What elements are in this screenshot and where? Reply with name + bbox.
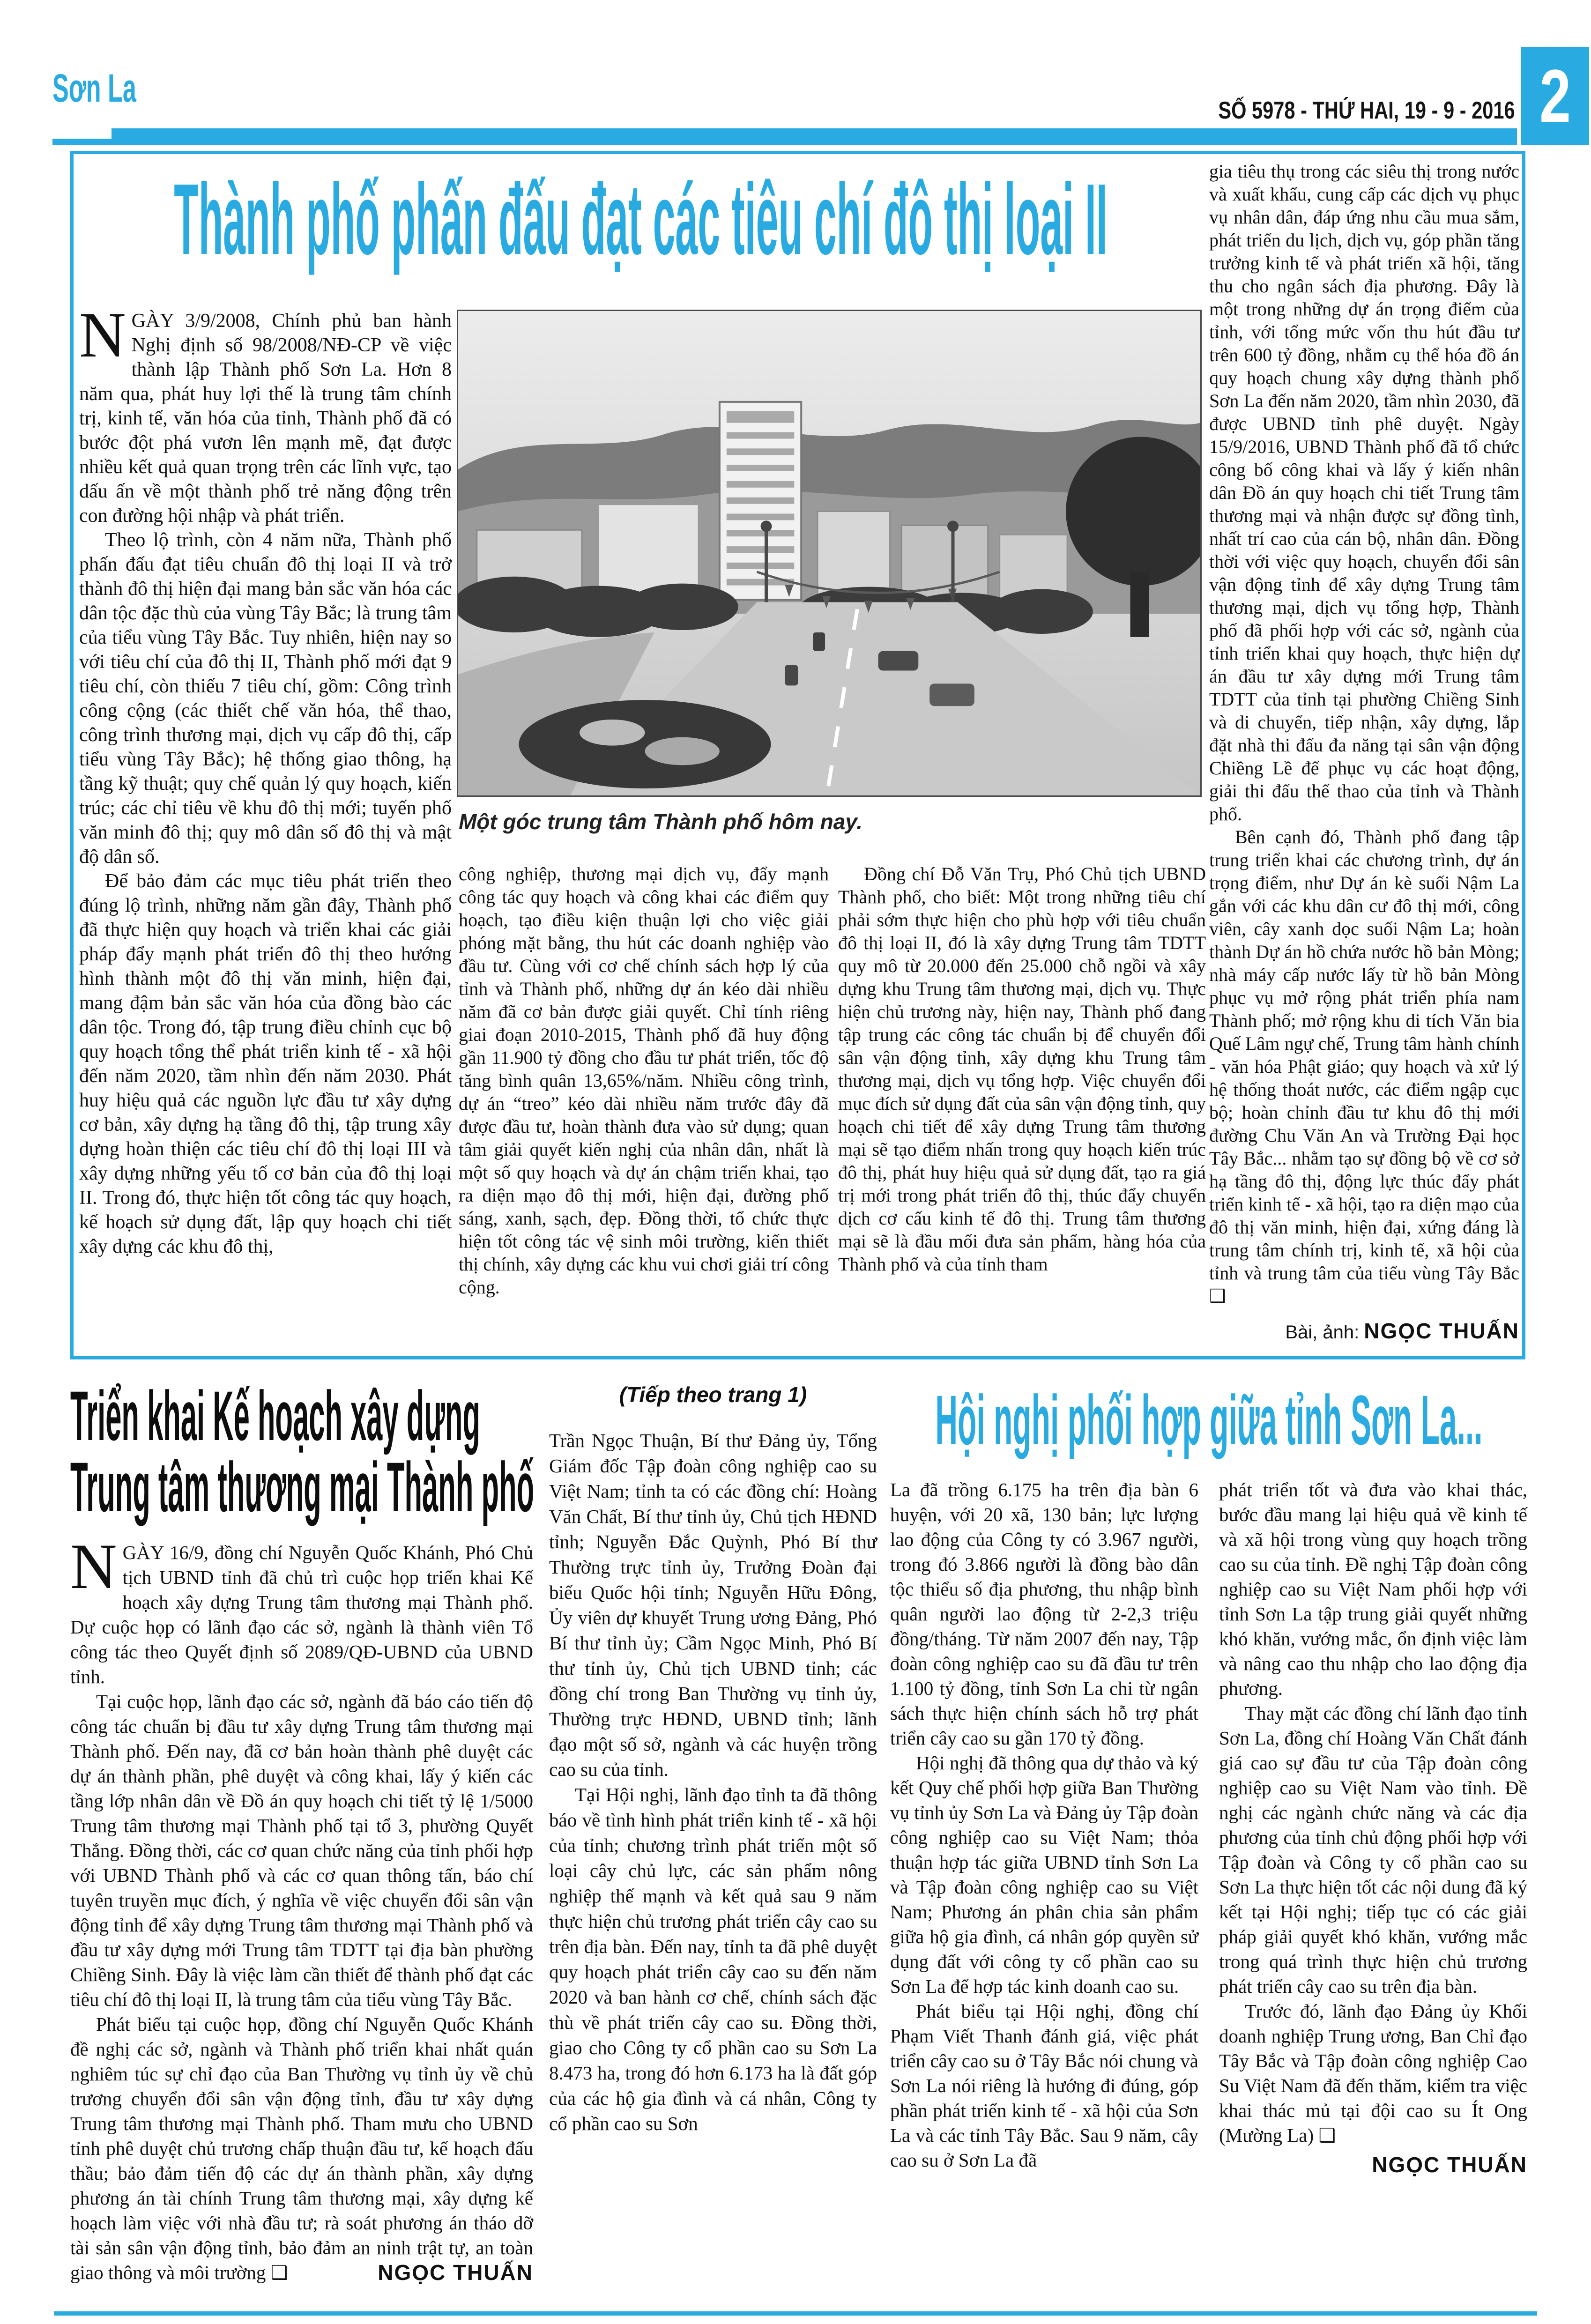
paragraph: phát triển tốt và đưa vào khai thác, bước đầu mang lại hiệu quả về kinh tế và xã hội trong vùng quy hoạch trồng cao su của tỉnh. Đề nghị Tập đoàn công nghiệp cao su Việt Nam phối hợp với tỉnh Sơn La tập trung giải quyết những khó khăn, vướng mắc, ổn định việc làm và nâng cao thu nhập cho lao động địa phương.	[1219, 1479, 1527, 1699]
right-article	[890, 1380, 1527, 2178]
main-column-1	[79, 299, 452, 1259]
paragraph: Theo lộ trình, còn 4 năm nữa, Thành phố phấn đấu đạt tiêu chuẩn đô thị loại II và trở thành đô thị hiện đại mang bản sắc văn hóa các dân tộc đặc thù của vùng Tây Bắc; là trung tâm của tiểu vùng Tây Bắc. Tuy nhiên, hiện nay so với tiêu chí của đô thị II, Thành phố mới đạt 9 tiêu chí, còn thiếu 7 tiêu chí, gồm: Công trình công cộng (các thiết chế văn hóa, thể thao, công trình thương mại, dịch vụ cấp đô thị, cấp tiểu vùng Tây Bắc); hệ thống giao thông, hạ tầng kỹ thuật; quy chế quản lý quy hoạch, kiến trúc; các chỉ tiêu về khu đô thị mới; tuyến phố văn minh đô thị; quy mô dân số đô thị và mật độ dân số.	[79, 529, 452, 868]
left-article-body	[70, 1530, 533, 2286]
paragraph: Tại cuộc họp, lãnh đạo các sở, ngành đã báo cáo tiến độ công tác chuẩn bị đầu tư xây dựng Trung tâm thương mại Thành phố. Đến nay, đã cơ bản hoàn thành phê duyệt các dự án thành phần, phê duyệt và công khai, lấy ý kiến các tầng lớp nhân dân về Đồ án quy hoạch chi tiết tỷ lệ 1/5000 Trung tâm thương mại Thành phố tại tổ 3, phường Quyết Thắng. Đồng thời, các cơ quan chức năng của tỉnh phối hợp với UBND Thành phố và các cơ quan thông tấn, báo chí tuyên truyền mục đích, ý nghĩa về việc chuyển đổi sân vận động tỉnh để xây dựng Trung tâm thương mại Thành phố và đầu tư xây dựng mới Trung tâm TDTT tại địa bàn phường Chiềng Sinh. Đây là việc làm cần thiết để thành phố đạt các tiêu chí đô thị loại II, là trung tâm của tiểu vùng Tây Bắc.	[70, 1691, 533, 2010]
bottom-accent-rule	[54, 2311, 1537, 2316]
paragraph: gia tiêu thụ trong các siêu thị trong nước và xuất khẩu, cung cấp các dịch vụ phục vụ nhân dân, đáp ứng nhu cầu mua sắm, phát triển du lịch, dịch vụ, góp phần tăng trưởng kinh tế và phát triển xã hội, tăng thu cho ngân sách địa phương. Đây là một trong những dự án trọng điểm của tỉnh, với tổng mức vốn thu hút đầu tư trên 600 tỷ đồng, nhằm cụ thể hóa đồ án quy hoạch chung xây dựng thành phố Sơn La đến năm 2020, tầm nhìn 2030, đã được UBND tỉnh phê duyệt. Ngày 15/9/2016, UBND Thành phố đã tổ chức công bố công khai và lấy ý kiến nhân dân Đồ án quy hoạch chi tiết Trung tâm thương mại và nhận được sự đồng tình, nhất trí cao của cán bộ, nhân dân. Đồng thời với việc quy hoạch, chuyển đổi sân vận động tỉnh để xây dựng Trung tâm thương mại, dịch vụ tổng hợp, Thành phố đã phối hợp với các sở, ngành của tỉnh triển khai quy hoạch, thực hiện dự án đầu tư xây dựng mới Trung tâm TDTT của tỉnh tại phường Chiềng Sinh và di chuyển, tiếp nhận, xây dựng, lắp đặt nhà thi đấu đa năng tại sân vận động Chiềng Lề để phục vụ các hoạt động, giải thi đấu thể thao của tỉnh và Thành phố.	[1209, 161, 1519, 824]
byline	[1209, 1320, 1519, 1344]
byline-author: NGỌC THUẤN	[378, 2260, 533, 2285]
paragraph: Để bảo đảm các mục tiêu phát triển theo đúng lộ trình, những năm gần đây, Thành phố đã thực hiện quy hoạch và triển khai các giải pháp đẩy mạnh phát triển đô thị theo hướng hình thành một đô thị văn minh, hiện đại, mang đậm bản sắc văn hóa của đồng bào các dân tộc. Trong đó, tập trung điều chỉnh cục bộ quy hoạch tổng thể phát triển kinh tế - xã hội đến năm 2020, tầm nhìn đến năm 2030. Phát huy hiệu quả các nguồn lực đầu tư xây dựng cơ bản, xây dựng hạ tầng đô thị, tập trung xây dựng hoàn thiện các tiêu chí đô thị loại III và xây dựng những yếu tố cơ bản của đô thị loại II. Trong đó, thực hiện tốt công tác quy hoạch, kế hoạch sử dụng đất, lập quy hoạch chi tiết xây dựng các khu đô thị,	[79, 870, 452, 1257]
continued-from-label: (Tiếp theo trang 1)	[619, 1382, 807, 1407]
newspaper-logo: Sơn La	[52, 66, 136, 110]
paragraph: NGÀY 3/9/2008, Chính phủ ban hành Nghị định số 98/2008/NĐ-CP về việc thành lập Thành phố Sơn La. Hơn 8 năm qua, phát huy lợi thế là trung tâm chính trị, kinh tế, văn hóa của tỉnh, Thành phố đã có bước đột phá vươn lên mạnh mẽ, đạt được nhiều kết quả quan trọng trên các lĩnh vực, tạo dấu ấn về một thành phố trẻ năng động trên con đường hội nhập và phát triển.	[79, 299, 452, 527]
header-accent-bar	[112, 128, 1517, 145]
main-column-3	[838, 862, 1206, 1276]
issue-date: SỐ 5978 - THỨ HAI, 19 - 9 - 2016	[1218, 97, 1515, 124]
city-photo-illustration	[458, 311, 1200, 795]
city-photo	[457, 310, 1202, 797]
main-column-2	[459, 862, 829, 1299]
paragraph: Phát biểu tại cuộc họp, đồng chí Nguyễn Quốc Khánh đề nghị các sở, ngành và Thành phố triển khai nhất quán nghiêm túc sự chỉ đạo của Ban Thường vụ tỉnh ủy về chủ trương chuyển đổi sân vận động tỉnh, đầu tư xây dựng Trung tâm thương mại Thành phố. Tham mưu cho UBND tỉnh phê duyệt chủ trương chấp thuận đầu tư, kế hoạch đấu thầu; bảo đảm tiến độ các dự án thành phần, xây dựng phương án tài chính Trung tâm thương mại, xây dựng kế hoạch làm việc với nhà đầu tư; rà soát phương án tháo dỡ tài sản sân vận động tỉnh, bảo đảm an ninh trật tự, an toàn giao thông và môi trường ❑	[70, 2013, 533, 2283]
byline-author: NGỌC THUẤN	[1372, 2153, 1527, 2177]
photo-caption: Một góc trung tâm Thành phố hôm nay.	[459, 809, 863, 834]
main-article	[70, 151, 1525, 1359]
byline-author: NGỌC THUẤN	[1364, 1319, 1519, 1343]
drop-cap: N	[79, 299, 126, 371]
paragraph: Hội nghị đã thông qua dự thảo và ký kết Quy chế phối hợp giữa Ban Thường vụ tỉnh ủy Sơn La và Đảng ủy Tập đoàn công nghiệp cao su Việt Nam; thỏa thuận hợp tác giữa UBND tỉnh Sơn La và Tập đoàn công nghiệp cao su Việt Nam; Phương án phân chia sản phẩm giữa hộ gia đình, cá nhân góp quyền sử dụng đất với công ty cổ phần cao su Sơn La để hợp tác kinh doanh cao su.	[890, 1752, 1198, 1997]
byline-prefix: Bài, ảnh:	[1285, 1322, 1360, 1343]
right-article-column-1	[890, 1478, 1198, 2178]
left-article-headline: Triển khai Kế hoạch xây dựng Trung tâm thương mại Thành phố	[70, 1376, 535, 1526]
continuation-column	[549, 1382, 877, 2136]
right-article-column-2	[1219, 1478, 1527, 2178]
main-headline: Thành phố phấn đấu đạt các tiêu chí đô thị loại II	[173, 163, 1108, 275]
main-column-4	[1209, 160, 1519, 1344]
paragraph: La đã trồng 6.175 ha trên địa bàn 6 huyện, với 20 xã, 130 bản; lực lượng lao động của Công ty có 3.967 người, trong đó 3.866 người là đồng bào dân tộc thiểu số địa phương, thu nhập bình quân người lao động từ 2-2,3 triệu đồng/tháng. Từ năm 2007 đến nay, Tập đoàn công nghiệp cao su đã đầu tư trên 1.100 tỷ đồng, tỉnh Sơn La chi từ ngân sách thực hiện chính sách hỗ trợ phát triển cây cao su gần 170 tỷ đồng.	[890, 1479, 1198, 1749]
byline	[1219, 2153, 1527, 2178]
page-number-box	[1521, 47, 1589, 145]
continuation-body	[549, 1428, 877, 2136]
paragraph: Trần Ngọc Thuận, Bí thư Đảng ủy, Tổng Giám đốc Tập đoàn công nghiệp cao su Việt Nam; tỉnh ta có các đồng chí: Hoàng Văn Chất, Bí thư tỉnh ủy, Chủ tịch HĐND tỉnh; Nguyễn Đắc Quỳnh, Phó Bí thư Thường trực tỉnh ủy, Trưởng Đoàn đại biểu Quốc hội tỉnh; Nguyễn Hữu Đông, Ủy viên dự khuyết Trung ương Đảng, Phó Bí thư tỉnh ủy; Cầm Ngọc Minh, Phó Bí thư tỉnh ủy, Chủ tịch UBND tỉnh; các đồng chí trong Ban Thường vụ tỉnh ủy, Thường trực HĐND, UBND tỉnh; lãnh đạo một số sở, ngành và các huyện trồng cao su của tỉnh.	[549, 1430, 877, 1780]
left-article	[70, 1376, 535, 2286]
drop-cap: N	[70, 1530, 117, 1602]
paragraph: Bên cạnh đó, Thành phố đang tập trung triển khai các chương trình, dự án trọng điểm, như Dự án kè suối Nậm La gắn với các khu dân cư đô thị mới, công viên, cây xanh dọc suối Nậm La; hoàn thành Dự án hồ chứa nước hồ bản Mòng; nhà máy cấp nước lấy từ hồ bản Mòng phục vụ mở rộng phát triển phía nam Thành phố; mở rộng khu di tích Văn bia Quế Lâm ngự chế, Trung tâm hành chính - văn hóa Phật giáo; quy hoạch và xử lý hệ thống thoát nước, các điểm ngập cục bộ; hoàn chỉnh đầu tư khu đô thị mới đường Chu Văn An và Trường Đại học Tây Bắc... nhằm tạo sự đồng bộ về cơ sở hạ tầng đô thị, động lực thúc đẩy phát triển kinh tế - xã hội, tạo ra diện mạo của đô thị văn minh, hiện đại, xứng đáng là trung tâm chính trị, kinh tế, xã hội của tỉnh và trung tâm của tiểu vùng Tây Bắc ❑	[1209, 826, 1519, 1307]
paragraph: Phát biểu tại Hội nghị, đồng chí Phạm Viết Thanh đánh giá, việc phát triển cây cao su ở Tây Bắc nói chung và Sơn La nói riêng là hướng đi đúng, góp phần phát triển kinh tế - xã hội của Sơn La và các tỉnh Tây Bắc. Sau 9 năm, cây cao su ở Sơn La đã	[890, 2000, 1198, 2171]
paragraph: Đồng chí Đỗ Văn Trụ, Phó Chủ tịch UBND Thành phố, cho biết: Một trong những tiêu chí phải sớm thực hiện cho phù hợp với tiêu chuẩn đô thị loại II, đó là xây dựng Trung tâm TDTT quy mô từ 20.000 đến 25.000 chỗ ngồi và xây dựng khu Trung tâm thương mại, dịch vụ. Thực hiện chủ trương này, hiện nay, Thành phố đang tập trung các công tác chuẩn bị để chuyển đổi sân vận động tỉnh, xây dựng khu Trung tâm thương mại, dịch vụ tổng hợp. Việc chuyển đổi mục đích sử dụng đất của sân vận động tỉnh, quy hoạch chi tiết để xây dựng Trung tâm thương mại sẽ tạo điểm nhấn trong quy hoạch kiến trúc đô thị, phát huy hiệu quả sử dụng đất, tạo ra giá trị mới trong phát triển đô thị, thúc đẩy chuyển dịch cơ cấu kinh tế đô thị. Trung tâm thương mại sẽ là đầu mối đưa sản phẩm, hàng hóa của Thành phố và của tỉnh tham	[838, 863, 1206, 1275]
paragraph: Thay mặt các đồng chí lãnh đạo tỉnh Sơn La, đồng chí Hoàng Văn Chất đánh giá cao sự đầu tư của Tập đoàn công nghiệp cao su Việt Nam vào tỉnh. Đề nghị các ngành chức năng và các địa phương của tỉnh chủ động phối hợp với Tập đoàn và Công ty cổ phần cao su Sơn La thực hiện tốt các nội dung đã ký kết tại Hội nghị; tiếp tục có các giải pháp giải quyết khó khăn, vướng mắc trong quá trình thực hiện chủ trương phát triển cây cao su trên địa bàn.	[1219, 1702, 1527, 1997]
right-article-headline: Hội nghị phối hợp giữa tỉnh Sơn La...	[935, 1380, 1483, 1459]
paragraph: Tại Hội nghị, lãnh đạo tỉnh ta đã thông báo về tình hình phát triển kinh tế - xã hội của tỉnh; chương trình phát triển một số loại cây chủ lực, các sản phẩm nông nghiệp thế mạnh và kết quả sau 9 năm thực hiện chủ trương phát triển cây cao su trên địa bàn. Đến nay, tỉnh ta đã phê duyệt quy hoạch phát triển cây cao su đến năm 2020 và ban hành cơ chế, chính sách đặc thù về phát triển cây cao su. Đồng thời, giao cho Công ty cổ phần cao su Sơn La 8.473 ha, trong đó hơn 6.173 ha là đất góp của các hộ gia đình và cá nhân, Công ty cổ phần cao su Sơn	[549, 1784, 877, 2134]
paragraph: Trước đó, lãnh đạo Đảng ủy Khối doanh nghiệp Trung ương, Ban Chỉ đạo Tây Bắc và Tập đoàn công nghiệp Cao Su Việt Nam đã đến thăm, kiểm tra việc khai thác mủ tại đội cao su Ít Ong (Mường La) ❑	[1219, 2000, 1527, 2146]
page-number: 2	[1539, 54, 1571, 138]
paragraph: NGÀY 16/9, đồng chí Nguyễn Quốc Khánh, Phó Chủ tịch UBND tỉnh đã chủ trì cuộc họp triển khai Kế hoạch xây dựng Trung tâm thương mại Thành phố. Dự cuộc họp có lãnh đạo các sở, ngành là thành viên Tổ công tác theo Quyết định số 2089/QĐ-UBND của UBND tỉnh.	[70, 1530, 533, 1687]
paragraph: công nghiệp, thương mại dịch vụ, đẩy mạnh công tác quy hoạch và công khai các điểm quy hoạch, tạo điều kiện thuận lợi cho việc giải phóng mặt bằng, thu hút các doanh nghiệp vào đầu tư. Cùng với cơ chế chính sách hợp lý của tỉnh và Thành phố, những dự án kéo dài nhiều năm đã cơ bản được giải quyết. Chỉ tính riêng giai đoạn 2010-2015, Thành phố đã huy động gần 11.900 tỷ đồng cho đầu tư phát triển, tốc độ tăng bình quân 13,65%/năm. Nhiều công trình, dự án “treo” kéo dài nhiều năm trước đây đã được đầu tư, hoàn thành đưa vào sử dụng; quan tâm giải quyết kiến nghị của nhân dân, nhất là một số quy hoạch và dự án chậm triển khai, tạo ra diện mạo đô thị mới, hiện đại, đường phố sáng, xanh, sạch, đẹp. Đồng thời, tổ chức thực hiện tốt công tác vệ sinh môi trường, kiến thiết thị chính, xây dựng các khu vui chơi giải trí công cộng.	[459, 863, 829, 1298]
